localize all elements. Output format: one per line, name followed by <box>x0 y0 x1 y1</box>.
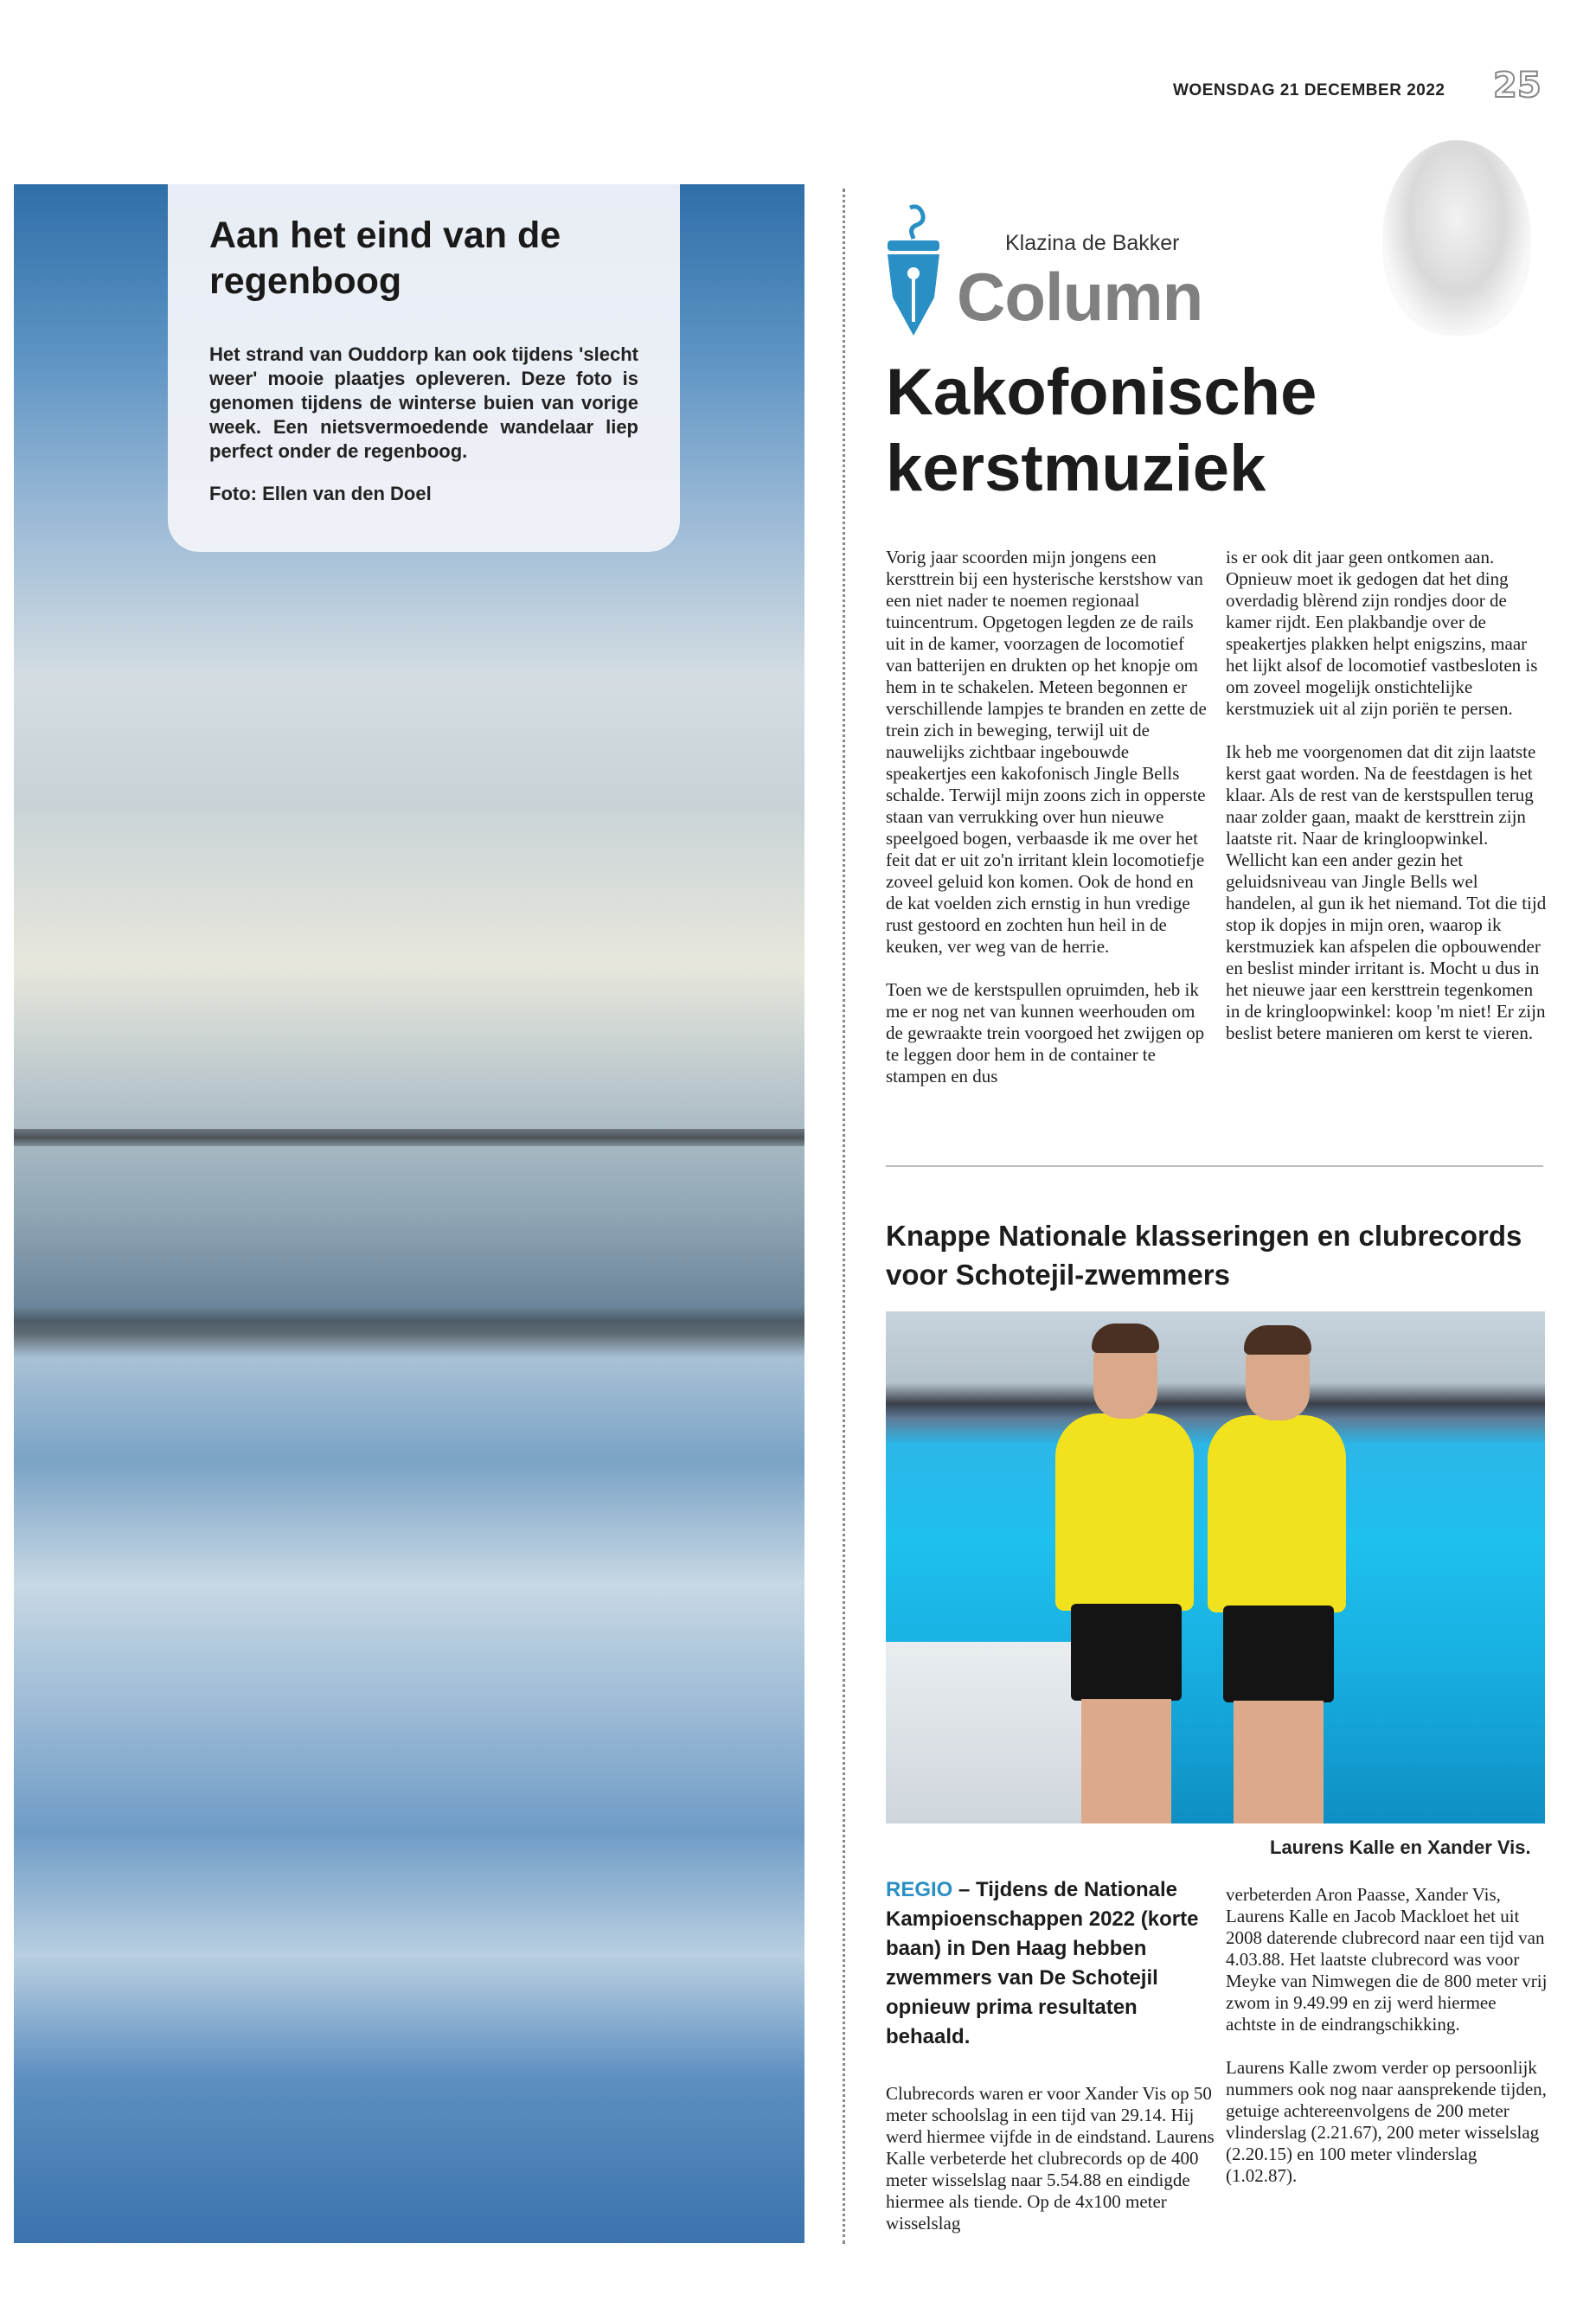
photo-caption-title: Aan het eind van de regenboog <box>209 215 561 302</box>
column-label: Column <box>957 259 1203 335</box>
swimmers-photo <box>886 1311 1545 1823</box>
article-text-col2 <box>1226 1884 1550 2208</box>
column-paragraph: Toen we de kerstspullen opruimden, heb ik me er nog net van kunnen weerhouden om de gewraakte trein voorgoed het zwijgen op te leggen door hem in de container te stampen en dus <box>886 979 1205 1086</box>
column-paragraph: Vorig jaar scoorden mijn jongens een kersttrein bij een hysterische kerstshow van een niet nader te noemen regionaal tuincentrum. Opgetogen legden ze de rails uit in de kamer, voorzagen de locomotief van batterijen en drukten op het knopje om hem in te schakelen. Meteen begonnen er verschillende lampjes te branden en zette de trein zich in beweging, terwijl uit de nauwelijks zichtbaar ingebouwde speakertjes een kakofonisch Jingle Bells schalde. Terwijl mijn zoons zich in opperste staan van verrukking over hun nieuwe speelgoed bogen, verbaasde ik me over het feit dat er uit zo'n irritant klein locomotiefje zoveel geluid kon komen. Ook de hond en de kat voelden zich ernstig in hun vredige rust gestoord en zochten hun heil in de keuken, ver weg van de herrie. <box>886 547 1207 957</box>
photo-credit: Foto: Ellen van den Doel <box>209 483 432 504</box>
article-title: Knappe Nationale klasseringen en clubrecords voor Schotejil-zwemmers <box>886 1220 1522 1291</box>
article-paragraph: Laurens Kalle zwom verder op persoonlijk nummers ook nog naar aansprekende tijden, getuige achtereenvolgens de 200 meter vlinderslag (2.21.67), 200 meter wisselslag (2.20.15) en 100 meter vlinderslag (1.02.87). <box>1226 2057 1547 2186</box>
photo-caption-text: Het strand van Ouddorp kan ook tijdens 'slecht weer' mooie plaatjes opleveren. Deze foto is genomen tijdens de winterse buien van vorige week. Een nietsvermoedende wandelaar liep perfect onder de regenboog. <box>209 343 638 462</box>
article-text-col1 <box>886 2083 1215 2256</box>
photo-caption: Laurens Kalle en Xander Vis. <box>1270 1836 1531 1858</box>
region-tag: REGIO <box>886 1878 953 1901</box>
lead-text: – Tijdens de Nationale Kampioenschappen 2022 (korte baan) in Den Haag hebben zwemmers van De Schotejil opnieuw prima resultaten behaald. <box>886 1878 1199 2048</box>
fountain-pen-icon <box>884 204 943 339</box>
author-portrait <box>1382 140 1531 336</box>
article-paragraph: verbeterden Aron Paasse, Xander Vis, Laurens Kalle en Jacob Mackloet het uit 2008 daterende clubrecord naar een tijd van 4.03.88. Het laatste clubrecord was voor Meyke van Nimwegen die de 800 meter vrij zwom in 9.49.99 en zij werd hiermee achtste in de eindrangschikking. <box>1226 1884 1548 2035</box>
article-paragraph: Clubrecords waren er voor Xander Vis op 50 meter schoolslag in een tijd van 29.14. Hij werd hiermee vijfde in de eindstand. Laurens Kalle verbeterde het clubrecords op de 400 meter wisselslag naar 5.54.88 en eindigde hiermee als tiende. Op de 4x100 meter wisselslag <box>886 2083 1215 2234</box>
section-divider <box>886 1165 1543 1167</box>
article-lead <box>886 1875 1216 2052</box>
column-author: Klazina de Bakker <box>1005 231 1180 255</box>
column-paragraph: Ik heb me voorgenomen dat dit zijn laatste kerst gaat worden. Na de feestdagen is het klaar. Als de rest van de kerstspullen terug naar zolder gaan, maakt de kersttrein zijn laatste rit. Naar de kringloopwinkel. Wellicht kan een ander gezin het geluidsniveau van Jingle Bells wel handelen, al gun ik het niemand. Tot die tijd stop ik dopjes in mijn oren, waarop ik kerstmuziek kan afspelen die opbouwender en beslist minder irritant is. Mocht u dus in het nieuwe jaar een kersttrein tegenkomen in de kringloopwinkel: koop 'm niet! Er zijn beslist betere manieren om kerst te vieren. <box>1226 741 1547 1043</box>
column-text-col1 <box>886 547 1210 1109</box>
issue-date: WOENSDAG 21 DECEMBER 2022 <box>1173 81 1445 99</box>
photo-horizon <box>14 1129 804 1146</box>
column-title: Kakofonische kerstmuziek <box>886 356 1317 505</box>
column-text-col2 <box>1226 547 1550 1066</box>
page-number: 25 <box>1493 66 1542 106</box>
column-paragraph: is er ook dit jaar geen ontkomen aan. Opnieuw moet ik gedogen dat het ding overdadig blèrend zijn rondjes door de kamer rijdt. Een plakbandje over de speakertjes plakken helpt enigszins, maar het lijkt alsof de locomotief vastbesloten is om zoveel mogelijk onstichtelijke kerstmuziek uit al zijn poriën te persen. <box>1226 547 1538 719</box>
column-divider <box>843 189 845 2244</box>
